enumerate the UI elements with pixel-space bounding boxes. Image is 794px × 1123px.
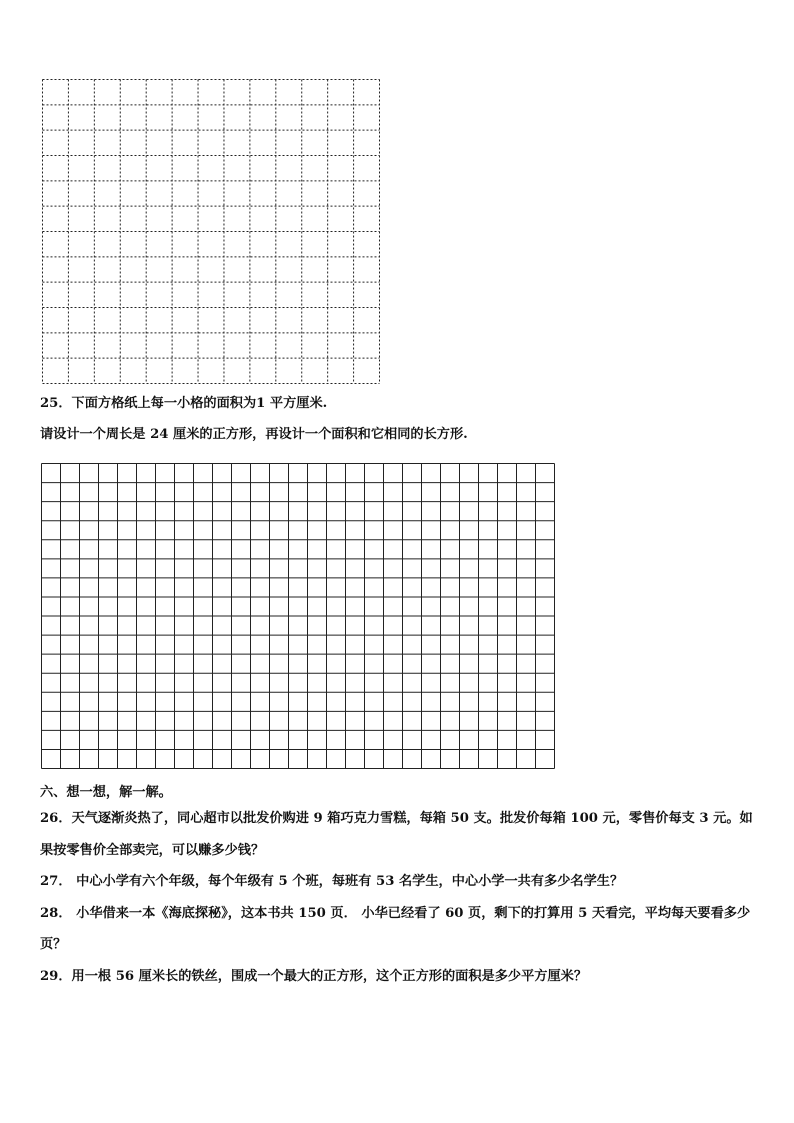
grid-paper-dashed: [42, 79, 380, 384]
question-28-line-1: 28． 小华借来一本《海底探秘》，这本书共 150 页． 小华已经看了 60 页，剩下的打算用 5 天看完，平均每天要看多少: [40, 906, 751, 921]
question-28-line-2: 页？: [40, 937, 67, 952]
solid-grid-q25: [41, 463, 555, 769]
question-29-line-1: 29．用一根 56 厘米长的铁丝，围成一个最大的正方形，这个正方形的面积是多少平方厘米？: [40, 969, 588, 984]
question-26-line-2: 果按零售价全部卖完，可以赚多少钱？: [40, 843, 265, 858]
grid-paper-solid: [41, 463, 555, 769]
question-25-line-2: 请设计一个周长是 24 厘米的正方形，再设计一个面积和它相同的长方形.: [40, 427, 468, 442]
section-6-heading: 六、想一想，解一解。: [40, 785, 172, 800]
dashed-grid-top: [42, 79, 380, 384]
question-25-line-1: 25．下面方格纸上每一小格的面积为1 平方厘米.: [40, 396, 328, 411]
question-26-line-1: 26．天气逐渐炎热了，同心超市以批发价购进 9 箱巧克力雪糕，每箱 50 支。批发价每箱 100 元，零售价每支 3 元。如: [40, 811, 753, 826]
question-27-line-1: 27． 中心小学有六个年级，每个年级有 5 个班，每班有 53 名学生，中心小学一共有多少名学生？: [40, 874, 624, 889]
